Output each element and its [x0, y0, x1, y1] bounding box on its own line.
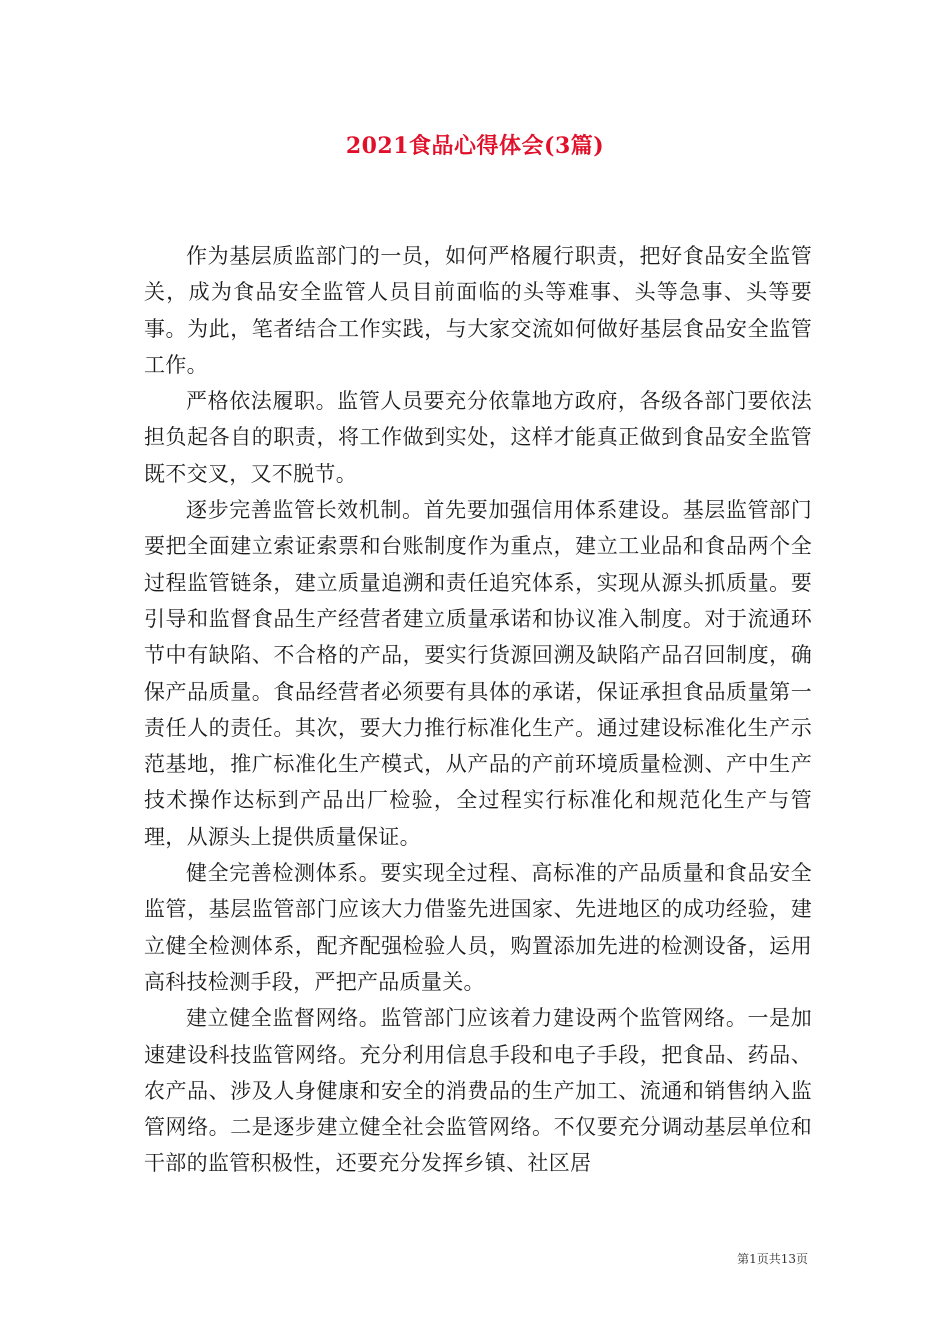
paragraph-testing-system: 健全完善检测体系。要实现全过程、高标准的产品质量和食品安全监管，基层监管部门应该大力借鉴先进国家、先进地区的成功经验，建立健全检测体系，配齐配强检验人员，购置添加先进的检测设备，运用高科技检测手段，严把产品质量关。 — [144, 861, 812, 994]
paragraph-law-enforcement: 严格依法履职。监管人员要充分依靠地方政府，各级各部门要依法担负起各自的职责，将工作做到实处，这样才能真正做到食品安全监管既不交叉，又不脱节。 — [144, 389, 812, 486]
page-number-footer: 第1页共13页 — [737, 1252, 808, 1266]
paragraph-intro: 作为基层质监部门的一员，如何严格履行职责，把好食品安全监管关，成为食品安全监管人员目前面临的头等难事、头等急事、头等要事。为此，笔者结合工作实践，与大家交流如何做好基层食品安全监管工作。 — [144, 244, 812, 377]
document-body — [144, 238, 812, 1182]
paragraph-long-term-mechanism: 逐步完善监管长效机制。首先要加强信用体系建设。基层监管部门要把全面建立索证索票和台账制度作为重点，建立工业品和食品两个全过程监管链条，建立质量追溯和责任追究体系，实现从源头抓质量。要引导和监督食品生产经营者建立质量承诺和协议准入制度。对于流通环节中有缺陷、不合格的产品，要实行货源回溯及缺陷产品召回制度，确保产品质量。食品经营者必须要有具体的承诺，保证承担食品质量第一责任人的责任。其次，要大力推行标准化生产。通过建设标准化生产示范基地，推广标准化生产模式，从产品的产前环境质量检测、产中生产技术操作达标到产品出厂检验，全过程实行标准化和规范化生产与管理，从源头上提供质量保证。 — [144, 498, 812, 849]
page-title: 2021食品心得体会(3篇) — [345, 133, 605, 159]
paragraph-supervision-network: 建立健全监督网络。监管部门应该着力建设两个监管网络。一是加速建设科技监管网络。充分利用信息手段和电子手段，把食品、药品、农产品、涉及人身健康和安全的消费品的生产加工、流通和销售纳入监管网络。二是逐步建立健全社会监管网络。不仅要充分调动基层单位和干部的监管积极性，还要充分发挥乡镇、社区居 — [144, 1006, 812, 1176]
